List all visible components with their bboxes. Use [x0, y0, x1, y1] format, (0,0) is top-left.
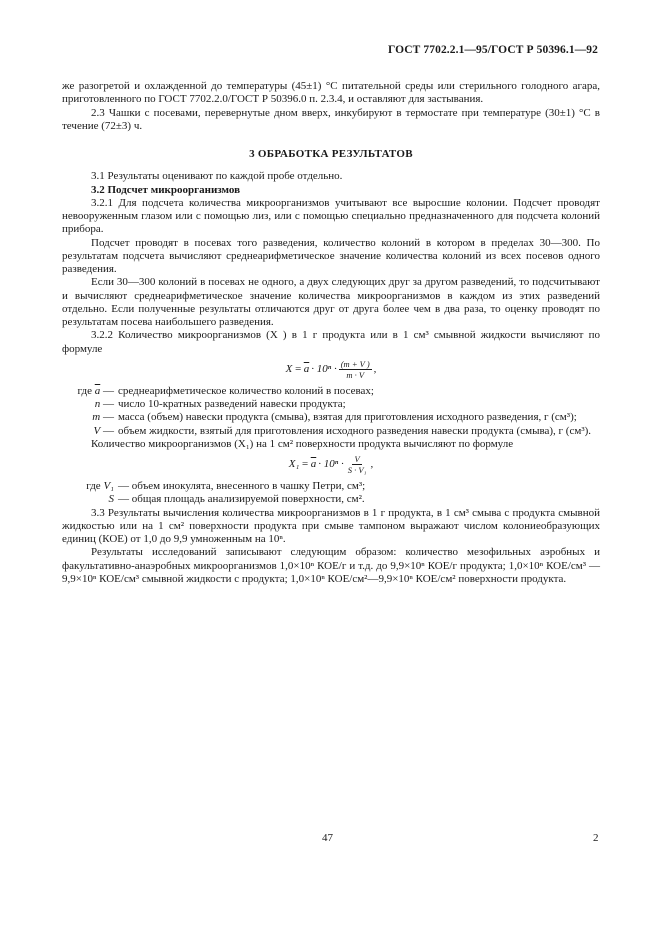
- formula-x-mul: · 10ⁿ ·: [311, 362, 337, 375]
- paragraph-counting: Подсчет проводят в посевах того разведения, количество колоний в котором в пределах 30—300. По результатам подсчета вычисляют среднеарифметическое значение количества колоний из всех посевов одного разведения.: [62, 236, 600, 275]
- def2-text-s: — общая площадь анализируемой поверхности, см².: [118, 493, 365, 506]
- definitions-list-1: [62, 385, 600, 438]
- def-dash: —: [103, 411, 114, 424]
- formula-x-numerator: (m + V ): [340, 358, 370, 369]
- formula-x-denominator: m · V: [346, 369, 365, 380]
- formula-x-tail: ,: [373, 362, 377, 375]
- formula-x1: [62, 454, 600, 475]
- where-label-2: где: [86, 480, 101, 492]
- def2-symbol-s: S: [108, 493, 114, 506]
- def-row-m-key: [62, 411, 114, 424]
- formula-x: [62, 359, 600, 380]
- paragraph-results: Результаты исследований записывают следующим образом: количество мезофильных аэробных и факультативно-анаэробных микроорганизмов 1,0×10ⁿ КОЕ/г и т.д. до 9,9×10ⁿ КОЕ/г продукта; 1,0×10ⁿ КОЕ/см³ — 9,9×10ⁿ КОЕ/см³ смывной жидкости с продукта; 1,0×10ⁿ КОЕ/см²—9,9×10ⁿ КОЕ/см² поверхности продукта.: [62, 546, 600, 585]
- paragraph-3-2-1: 3.2.1 Для подсчета количества микроорганизмов учитывают все выросшие колонии. Подсчет проводят невооруженным глазом или с помощью лиз, или с помощью специально предназначенного для подсчета колоний прибора.: [62, 196, 600, 236]
- def2-row-s-key: [62, 493, 114, 506]
- paragraph-surface: Количество микроорганизмов (X₁) на 1 см² поверхности продукта вычисляют по формуле: [91, 437, 514, 450]
- formula-x1-a: $\overline{a}$: [310, 458, 317, 470]
- formula-x1-tail: ,: [370, 458, 374, 470]
- document-body: [62, 80, 600, 586]
- page-number-right: 2: [593, 832, 599, 844]
- formula-x-fraction: [339, 359, 372, 380]
- def-symbol-a: $\overline{a}$: [94, 384, 101, 397]
- def-symbol-v: V: [93, 424, 101, 437]
- def-text-a: среднеарифметическое количество колоний в посевах;: [118, 384, 374, 397]
- page-number-center: 47: [322, 832, 333, 844]
- def-row-v-key: [62, 425, 114, 438]
- def-dash: —: [103, 424, 114, 437]
- def-dash: —: [103, 384, 114, 397]
- paragraph-3-3: 3.3 Результаты вычисления количества микроорганизмов в 1 г продукта, в 1 см³ смыва с продукта смывной жидкостью или на 1 см² поверхности продукта при смыве тампоном выражают числом колониеобразующих единиц (КОЕ) от 1,0 до 9,9 умноженным на 10ⁿ.: [62, 506, 600, 545]
- subsection-title-3-2: 3.2 Подсчет микроорганизмов: [91, 183, 241, 196]
- def-row-a-key: [62, 385, 114, 398]
- document-header: ГОСТ 7702.2.1—95/ГОСТ Р 50396.1—92: [387, 44, 598, 56]
- intro-paragraph-2: 2.3 Чашки с посевами, перевернутые дном вверх, инкубируют в термостате при температуре (30±1) °С в течение (72±3) ч.: [62, 106, 600, 132]
- def-dash: —: [103, 398, 114, 410]
- formula-x-lhs: X: [285, 362, 293, 375]
- formula-x1-lhs: X₁: [288, 458, 300, 470]
- paragraph-3-2-2: 3.2.2 Количество микроорганизмов (X ) в 1 г продукта или в 1 см³ смывной жидкости вычисляют по формуле: [62, 329, 600, 355]
- paragraph-3-1: 3.1 Результаты оценивают по каждой пробе отдельно.: [91, 170, 343, 183]
- formula-x1-eq: =: [301, 458, 309, 470]
- where-label: где: [77, 384, 92, 397]
- def2-row-v1-key: [62, 480, 114, 493]
- def-row-n-key: [62, 398, 114, 411]
- formula-x1-denominator: S · V₁: [347, 465, 367, 475]
- def-text-n: число 10-кратных разведений навески продукта;: [118, 398, 346, 410]
- def-symbol-m: m: [92, 411, 101, 424]
- def-symbol-n: n: [94, 398, 101, 410]
- intro-paragraph-1: же разогретой и охлажденной до температуры (45±1) °С питательной среды или стерильного голодного агара, приготовленного по ГОСТ 7702.2.0/ГОСТ Р 50396.0 п. 2.3.4, и оставляют для застывания.: [62, 80, 600, 106]
- formula-x1-numerator: V: [354, 454, 360, 464]
- def-text-v: объем жидкости, взятый для приготовления исходного разведения навески продукта (смыва), г (см³).: [118, 424, 592, 437]
- definitions-list-2: [62, 480, 600, 507]
- section-title: 3 ОБРАБОТКА РЕЗУЛЬТАТОВ: [249, 148, 413, 160]
- formula-x-eq: =: [294, 362, 302, 375]
- def2-symbol-v1: V₁: [103, 480, 114, 492]
- formula-x-a: $\overline{a}$: [303, 362, 310, 375]
- paragraph-two-dilutions: Если 30—300 колоний в посевах не одного, а двух следующих друг за другом разведений, то подсчитывают и вычисляют среднеарифметическое значение количества микроорганизмов в каждом из этих разведений отдельно. Если полученные результаты отличаются друг от друга более чем в два раза, то оценку проводят по результатам посева наибольшего разведения.: [62, 276, 600, 328]
- def-text-m: масса (объем) навески продукта (смыва), взятая для приготовления исходного разведения, г (см³);: [118, 411, 577, 424]
- formula-x1-mul: · 10ⁿ ·: [318, 458, 344, 470]
- formula-x1-fraction: [346, 454, 369, 475]
- def2-text-v1: — объем инокулята, внесенного в чашку Петри, см³;: [118, 480, 366, 492]
